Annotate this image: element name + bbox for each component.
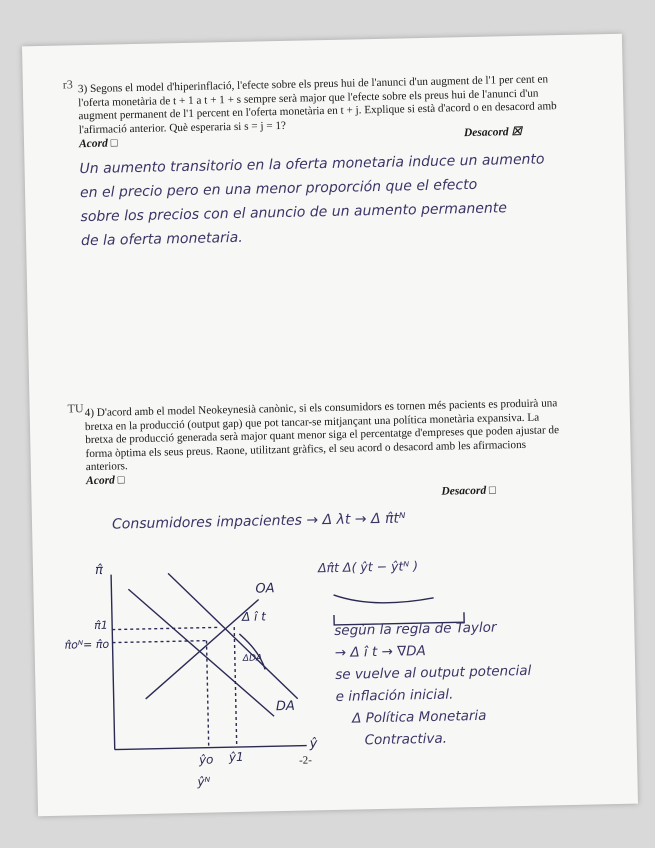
q3-answer-line: en el precio pero en una menor proporción que el efecto — [79, 176, 478, 202]
q3-answer-line: Un aumento transitorio en la oferta monetaria induce un aumento — [79, 151, 545, 178]
y0-guide — [206, 641, 208, 748]
q4-margin-mark: TU — [67, 401, 84, 416]
y-axis-line — [111, 575, 115, 750]
graph-y0-label: ŷo — [198, 752, 214, 767]
q3-agree-option[interactable]: Acord □ — [78, 137, 118, 151]
q4-answer-line: se vuelve al output potencial — [335, 662, 532, 683]
q3-answer-line: de la oferta monetaria. — [80, 229, 243, 250]
q4-answer-line: e inflación inicial. — [335, 686, 454, 705]
q4-heading-handwritten: Consumidores impacientes → Δ λt → Δ π̂tᴺ — [111, 510, 406, 533]
brace-curve — [334, 593, 434, 604]
pi1-guide — [112, 627, 219, 629]
shift-arrow — [239, 633, 265, 670]
graph-oa-da — [22, 34, 638, 816]
graph-yn-label: ŷᴺ — [197, 774, 211, 789]
da-curve-shifted — [168, 571, 298, 702]
question-3-text: 3) Segons el model d'hiperinflació, l'efecte sobre els preus hui de l'anunci d'un augment de l'1 per cent en l'oferta monetària de t + 1 a t + 1 + s sempre serà major que l'efecte sobre els preus hui de l'anunci d'un augment permanent de l'1 percent en l'oferta monetària en t + j. Explique si està d'acord o en desacord amb l'afirmació anterior. Què esperaria si s = j = 1? — [77, 73, 557, 136]
question-4-text: 4) D'acord amb el model Neokeynesià canònic, si els consumidors es tornen més pacients es produirà una bretxa en la producció (output gap) que pot tancar-se mitjançant una política monetària expansiva. La bretxa de producció generada serà major quant menor siga el percentatge d'empreses que poden ajustar de forma òptima els seus preus. Raone, utilitzant gràfics, el seu acord o desacord amb les afirmacions anteriors. — [84, 397, 560, 474]
graph-oa-label: OA — [255, 581, 275, 597]
q4-answer-line: según la regla de Taylor — [334, 619, 497, 639]
graph-shift-oa-label: Δ î t — [241, 609, 267, 624]
q4-handwritten-answer — [334, 616, 533, 752]
q4-answer-line: Δ Política Monetaria — [351, 707, 487, 727]
graph-pi0-label: π̂oᴺ= π̂o — [64, 637, 110, 652]
q4-disagree-option[interactable]: Desacord □ — [441, 484, 497, 498]
graph-y1-label: ŷ1 — [228, 749, 244, 765]
pi0-guide — [113, 641, 207, 643]
graph-da-label: DA — [275, 698, 295, 715]
q4-subterms-handwritten: Δπ̂t Δ( ŷt − ŷtᴺ ) — [317, 558, 419, 576]
page-number: -2- — [298, 754, 312, 767]
q4-answer-line: → Δ î t → ∇DA — [334, 643, 426, 661]
graph-x-axis-label: ŷ — [309, 736, 318, 752]
q3-disagree-option[interactable]: Desacord ☒ — [463, 125, 522, 140]
q3-margin-mark: r3 — [62, 77, 73, 92]
q4-answer-line: Contractiva. — [364, 730, 448, 749]
graph-shift-da-label: ΔDA — [242, 653, 263, 664]
graph-y-axis-label: π̂ — [94, 562, 103, 578]
x-axis-line — [115, 746, 307, 750]
y1-guide — [234, 627, 237, 747]
graph-pi1-label: π̂1 — [94, 618, 108, 632]
q4-agree-option[interactable]: Acord □ — [85, 474, 125, 488]
exam-page — [22, 34, 638, 816]
q3-answer-line: sobre los precios con el anuncio de un aumento permanente — [80, 200, 508, 226]
